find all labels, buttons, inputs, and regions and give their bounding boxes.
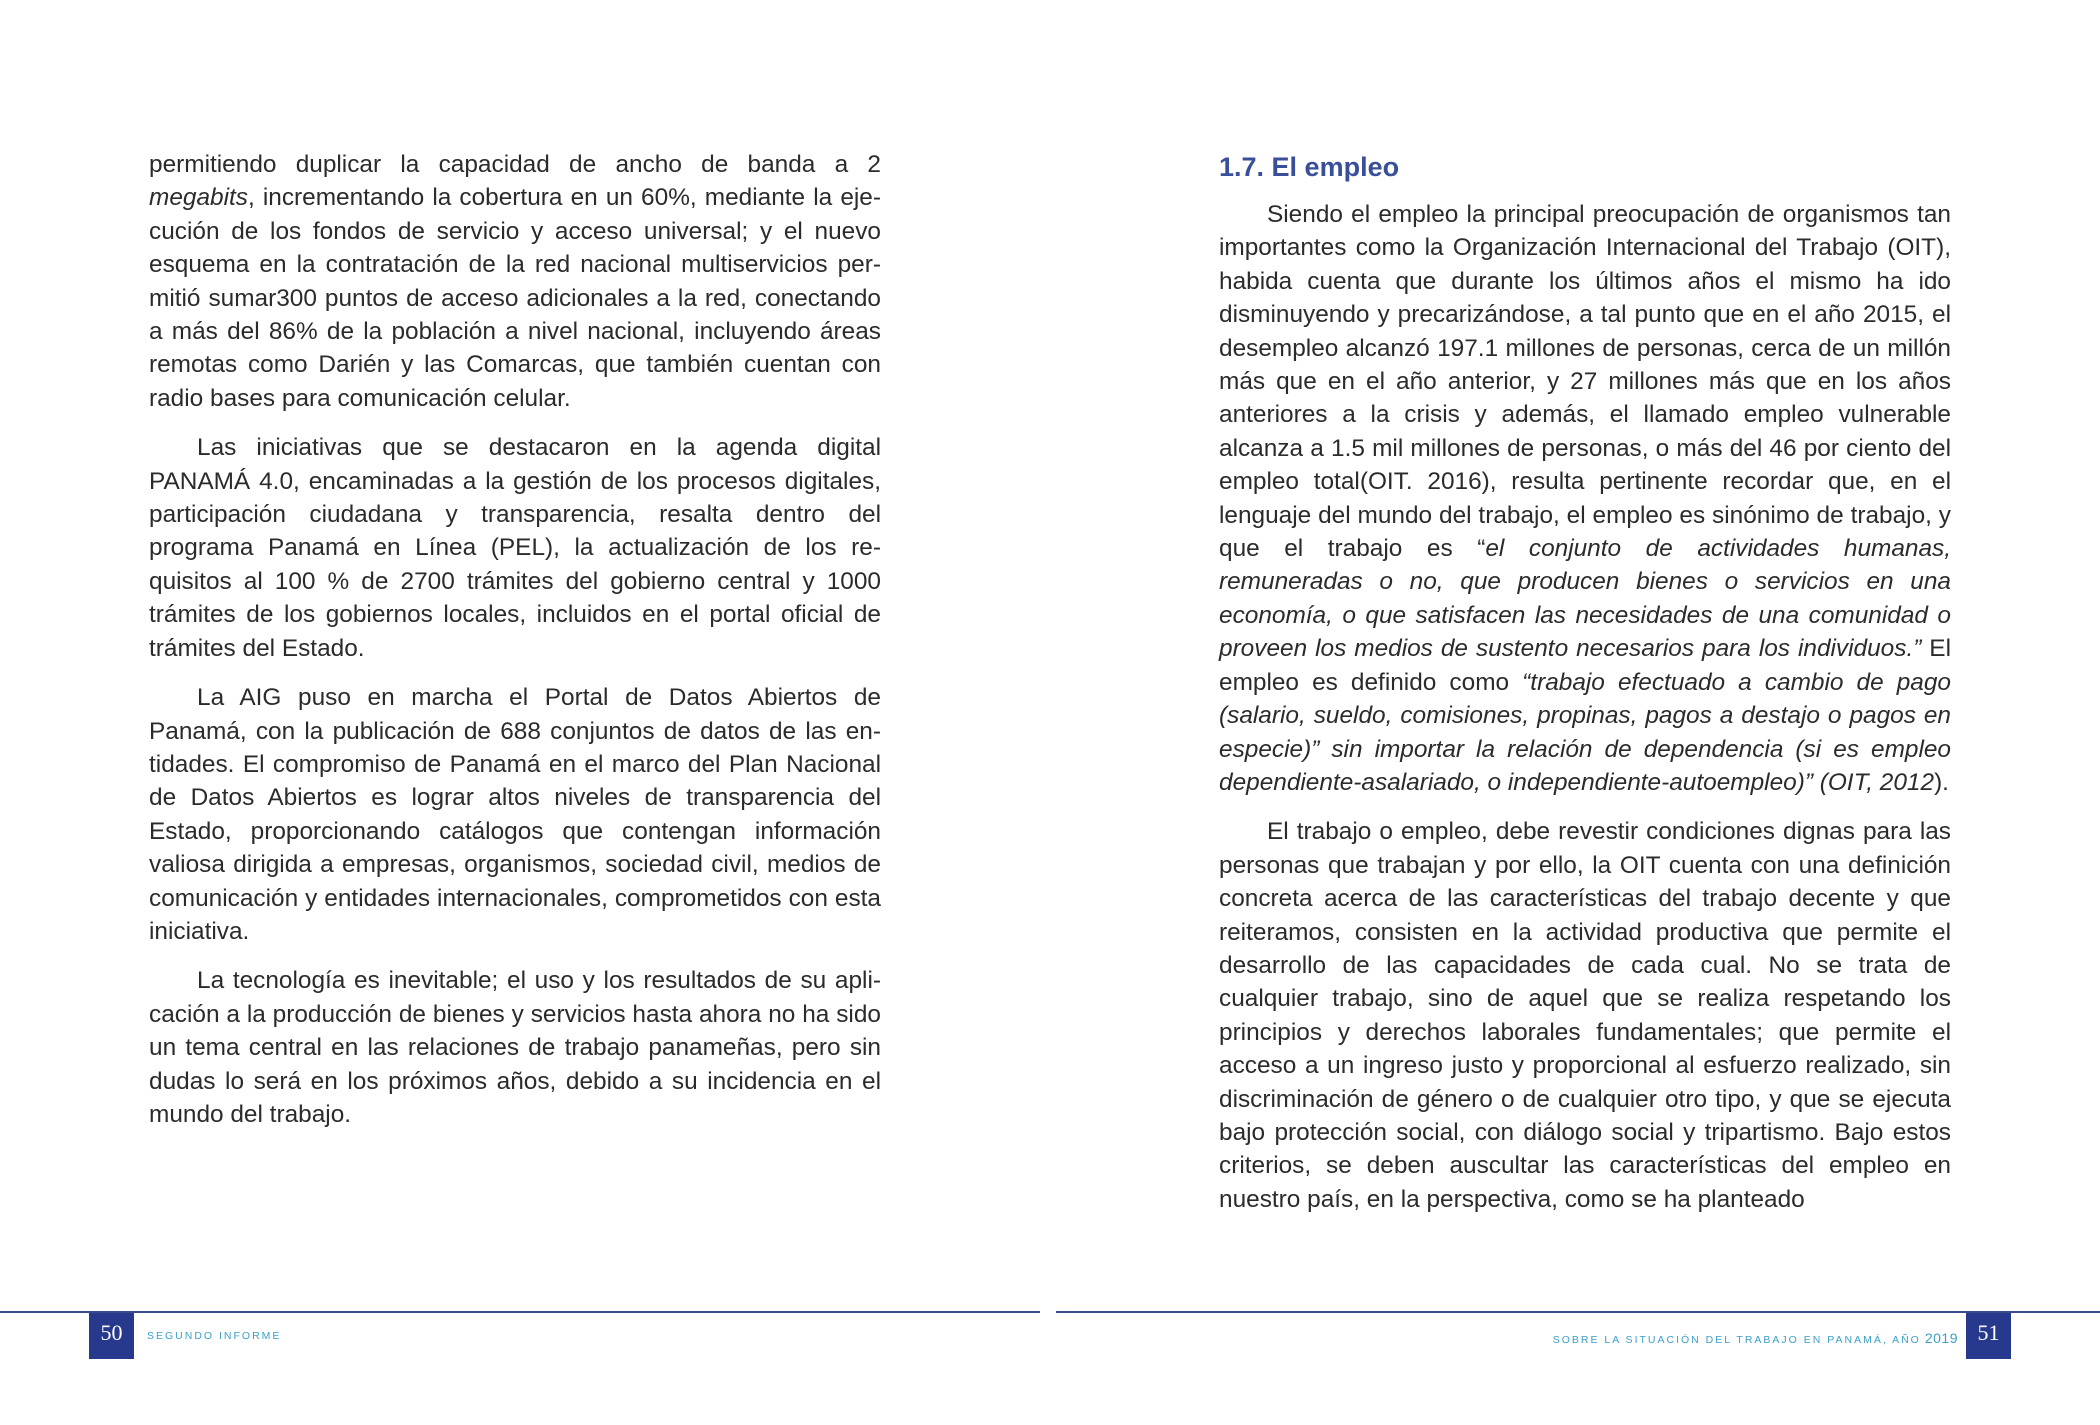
left-paragraph-1-rest: , incrementando la cobertura en un 60%, mediante la ejecución de los fondos de servicio y acceso universal; y el nuevo esquema en la contratación de la red nacional multiservicios permitió sumar300 puntos de acceso adicionales a la red, conectando a más del 86% de la población a nivel nacional, incluyendo áreas remotas como Darién y las Comarcas, que también cuentan con radio bases para comunicación celular. <box>149 184 881 412</box>
right-page-number: 51 <box>1966 1313 2011 1359</box>
right-running-head-year: 2019 <box>1924 1330 1958 1346</box>
left-paragraph-3: La AIG puso en marcha el Portal de Datos Abiertos de Panamá, con la publicación de 688 conjuntos de datos de las entidades. El compromiso de Panamá en el marco del Plan Nacional de Datos Abiertos es lograr altos niveles de transparencia del Estado, proporcionando catálogos que contengan información valiosa dirigida a empresas, organismos, sociedad civil, medios de comunicación y entidades internacionales, comprometidos con esta iniciativa. <box>149 684 881 945</box>
right-paragraph-1 <box>1219 198 1951 799</box>
left-footer-rule <box>0 1311 1040 1313</box>
left-paragraph-1-start: permitiendo duplicar la capacidad de ancho de banda a 2 <box>149 151 881 178</box>
section-heading: 1.7. El empleo <box>1219 152 1400 182</box>
right-running-head-text: SOBRE LA SITUACIÓN DEL TRABAJO EN PANAMÁ, AÑO <box>1552 1334 1921 1346</box>
right-paragraph-1-part-a: Siendo el empleo la principal preocupación de organismos tan importantes como la Organización Internacional del Trabajo (OIT), habida cuenta que durante los últimos años el mismo ha ido disminuyendo y precarizándose, a tal punto que en el año 2015, el desempleo alcanzó 197.1 millones de personas, cerca de un millón más que en el año anterior, y 27 millones más que en los años anteriores a la crisis y además, el llamado empleo vulnerable alcanza a 1.5 mil millones de personas, o más del 46 por ciento del empleo total(OIT. 2016), resulta pertinente recordar que, en el lenguaje del mundo del trabajo, el empleo es sinónimo de trabajo, y que el trabajo es “ <box>1219 201 1951 563</box>
right-footer-rule <box>1056 1311 2100 1313</box>
right-paragraph-1-part-b: El empleo es definido como <box>1219 635 1951 696</box>
left-paragraph-1 <box>149 148 881 415</box>
right-paragraph-2: El trabajo o empleo, debe revestir condiciones dignas para las personas que trabajan y por ello, la OIT cuenta con una definición concreta acerca de las características del trabajo decente y que reiteramos, consisten en la actividad productiva que permite el desarrollo de las capacidades de cada cual. No se trata de cualquier trabajo, sino de aquel que se realiza respetando los principios y derechos laborales fundamentales; que permite el acceso a un ingreso justo y proporcional al esfuerzo realizado, sin discriminación de género o de cualquier otro tipo, y que se ejecuta bajo protección social, con diálogo social y tripartismo. Bajo estos criterios, se deben auscultar las características del empleo en nuestro país, en la perspectiva, como se ha planteado <box>1219 818 1951 1213</box>
right-text-column <box>1219 148 1951 1232</box>
left-running-head: SEGUNDO INFORME <box>147 1330 282 1342</box>
left-page-number: 50 <box>89 1313 134 1359</box>
right-paragraph-1-part-c: ). <box>1934 768 1949 796</box>
left-text-column <box>149 148 881 1147</box>
left-paragraph-1-italic: megabits <box>149 184 248 212</box>
right-running-head <box>1553 1330 1958 1346</box>
right-page <box>1050 0 2100 1425</box>
left-paragraph-4: La tecnología es inevitable; el uso y los resultados de su aplicación a la producción de bienes y servicios hasta ahora no ha sido un tema central en las relaciones de trabajo panameñas, pero sin dudas lo será en los próximos años, debido a su incidencia en el mundo del trabajo. <box>149 967 881 1128</box>
left-paragraph-2: Las iniciativas que se destacaron en la agenda digital PANAMÁ 4.0, encaminadas a la gestión de los procesos digitales, participación ciudadana y transparencia, resalta dentro del programa Panamá en Línea (PEL), la actualización de los requisitos al 100 % de 2700 trámites del gobierno central y 1000 trámites de los gobiernos locales, incluidos en el portal oficial de trámites del Estado. <box>149 434 881 662</box>
right-paragraph-1-quote-1: el conjunto de actividades humanas, remuneradas o no, que producen bienes o servicios en una economía, o que satisfacen las necesidades de una comunidad o proveen los medios de sustento necesarios para los individuos.” <box>1219 535 1952 663</box>
right-paragraph-1-quote-2: “trabajo efectuado a cambio de pago (salario, sueldo, comisiones, propinas, pagos a destajo o pagos en especie)” sin importar la relación de dependencia (si es empleo dependiente-asalariado, o independiente-autoempleo)” (OIT, 2012 <box>1219 668 1951 796</box>
